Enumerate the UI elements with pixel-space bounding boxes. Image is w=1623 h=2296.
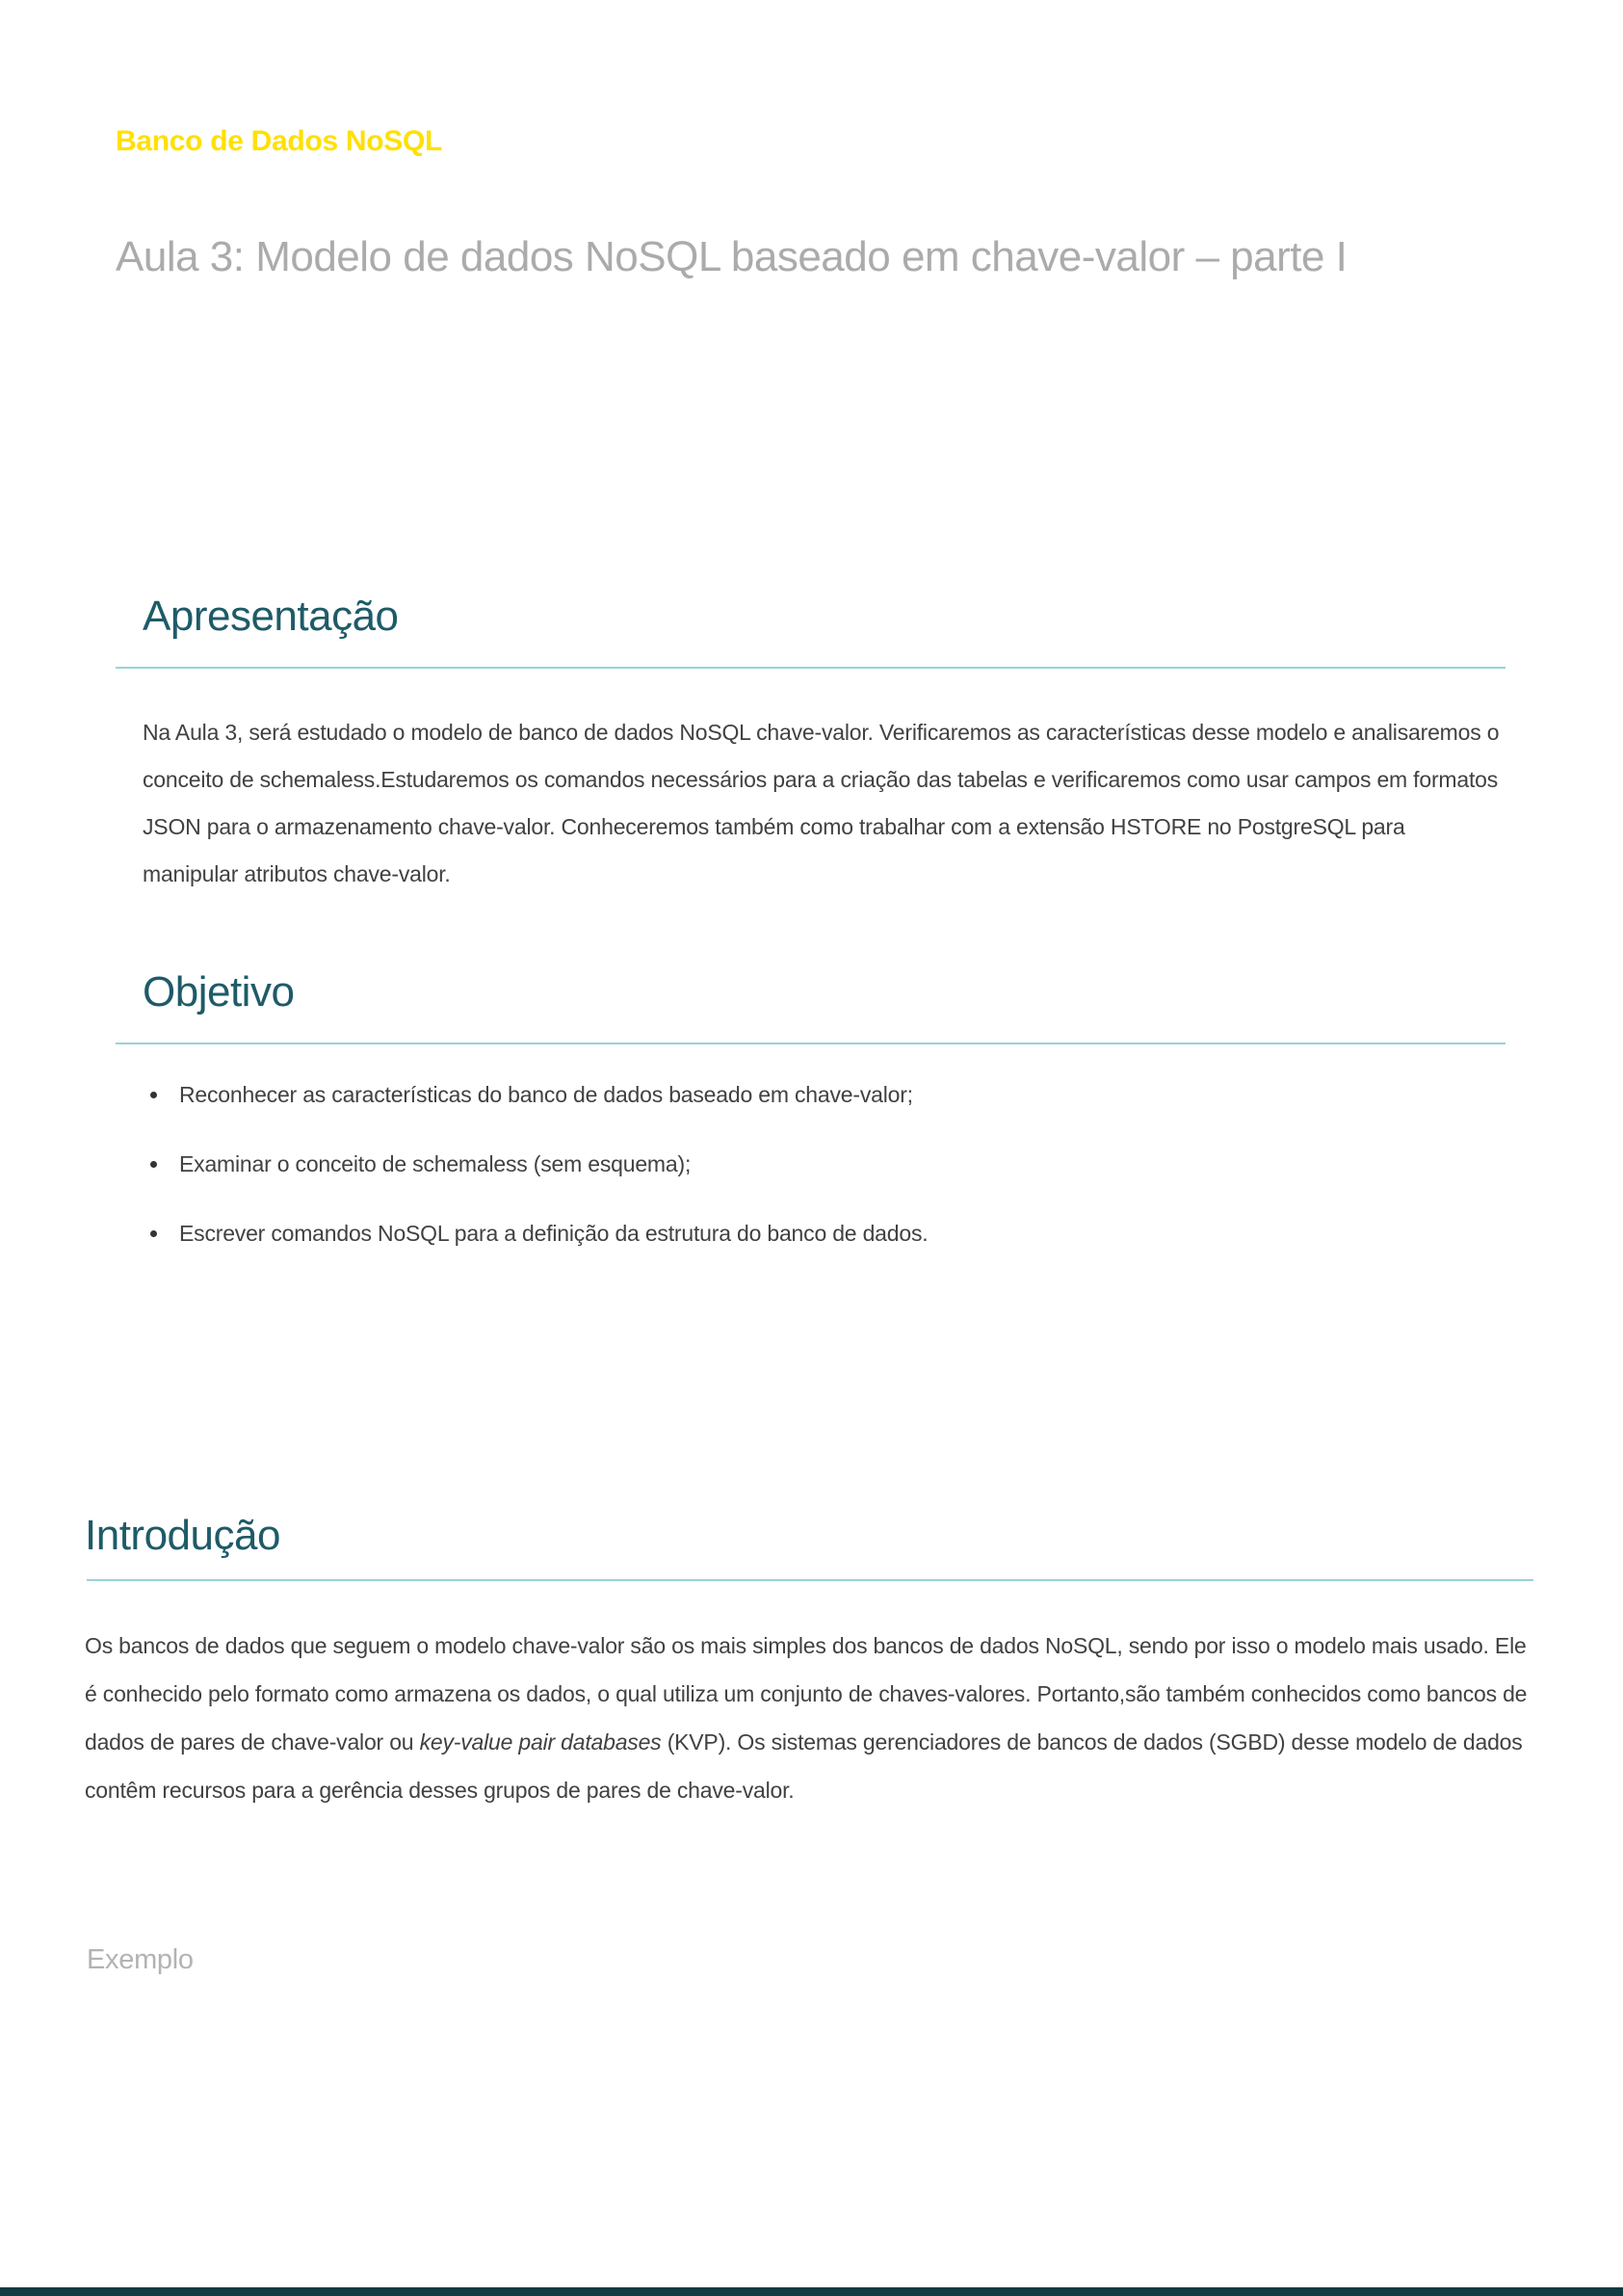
bullet-icon xyxy=(150,1092,157,1098)
apresentacao-paragraph: Na Aula 3, será estudado o modelo de banco de dados NoSQL chave-valor. Verificaremos as características desse modelo e analisaremos o conceito de schemaless.Estudaremos os comandos necessários para a criação das tabelas e verificaremos como usar campos em formatos JSON para o armazenamento chave-valor. Conheceremos também como trabalhar com a extensão HSTORE no PostgreSQL para manipular atributos chave-valor. xyxy=(143,720,1500,886)
introducao-divider xyxy=(87,1579,1533,1581)
objective-item xyxy=(143,1079,1472,1110)
introducao-text-before: Os bancos de dados que seguem o modelo chave-valor são os mais simples dos bancos de dados NoSQL, sendo por isso o modelo mais usado. Ele é conhecido pelo formato como armazena os dados, o qual utiliza um conjunto de chaves-valores. Portanto,são também conhecidos como bancos de dados de pares de chave-valor ou xyxy=(85,1633,1528,1755)
footer-bar xyxy=(0,2287,1623,2296)
introducao-heading: Introdução xyxy=(85,1512,280,1559)
bullet-icon xyxy=(150,1161,157,1168)
apresentacao-heading: Apresentação xyxy=(143,593,399,640)
objective-item xyxy=(143,1148,1472,1179)
objective-item-text: Examinar o conceito de schemaless (sem esquema); xyxy=(179,1151,692,1176)
apresentacao-divider xyxy=(116,667,1505,669)
course-title: Banco de Dados NoSQL xyxy=(116,125,443,157)
introducao-paragraph xyxy=(85,1622,1534,1814)
objetivo-heading: Objetivo xyxy=(143,968,295,1016)
exemplo-heading: Exemplo xyxy=(87,1944,194,1975)
bullet-icon xyxy=(150,1230,157,1237)
italic-term: key-value pair databases xyxy=(419,1729,662,1755)
introducao-text-after: (KVP). Os sistemas gerenciadores de bancos de dados (SGBD) desse modelo de dados contêm recursos para a gerência desses grupos de pares de chave-valor. xyxy=(85,1729,1523,1803)
lesson-title: Aula 3: Modelo de dados NoSQL baseado em chave-valor – parte I xyxy=(116,233,1348,280)
objective-item-text: Escrever comandos NoSQL para a definição da estrutura do banco de dados. xyxy=(179,1221,929,1246)
objectives-list xyxy=(143,1079,1472,1287)
objetivo-divider xyxy=(116,1042,1505,1044)
objective-item xyxy=(143,1218,1472,1249)
objective-item-text: Reconhecer as características do banco de dados baseado em chave-valor; xyxy=(179,1082,913,1107)
